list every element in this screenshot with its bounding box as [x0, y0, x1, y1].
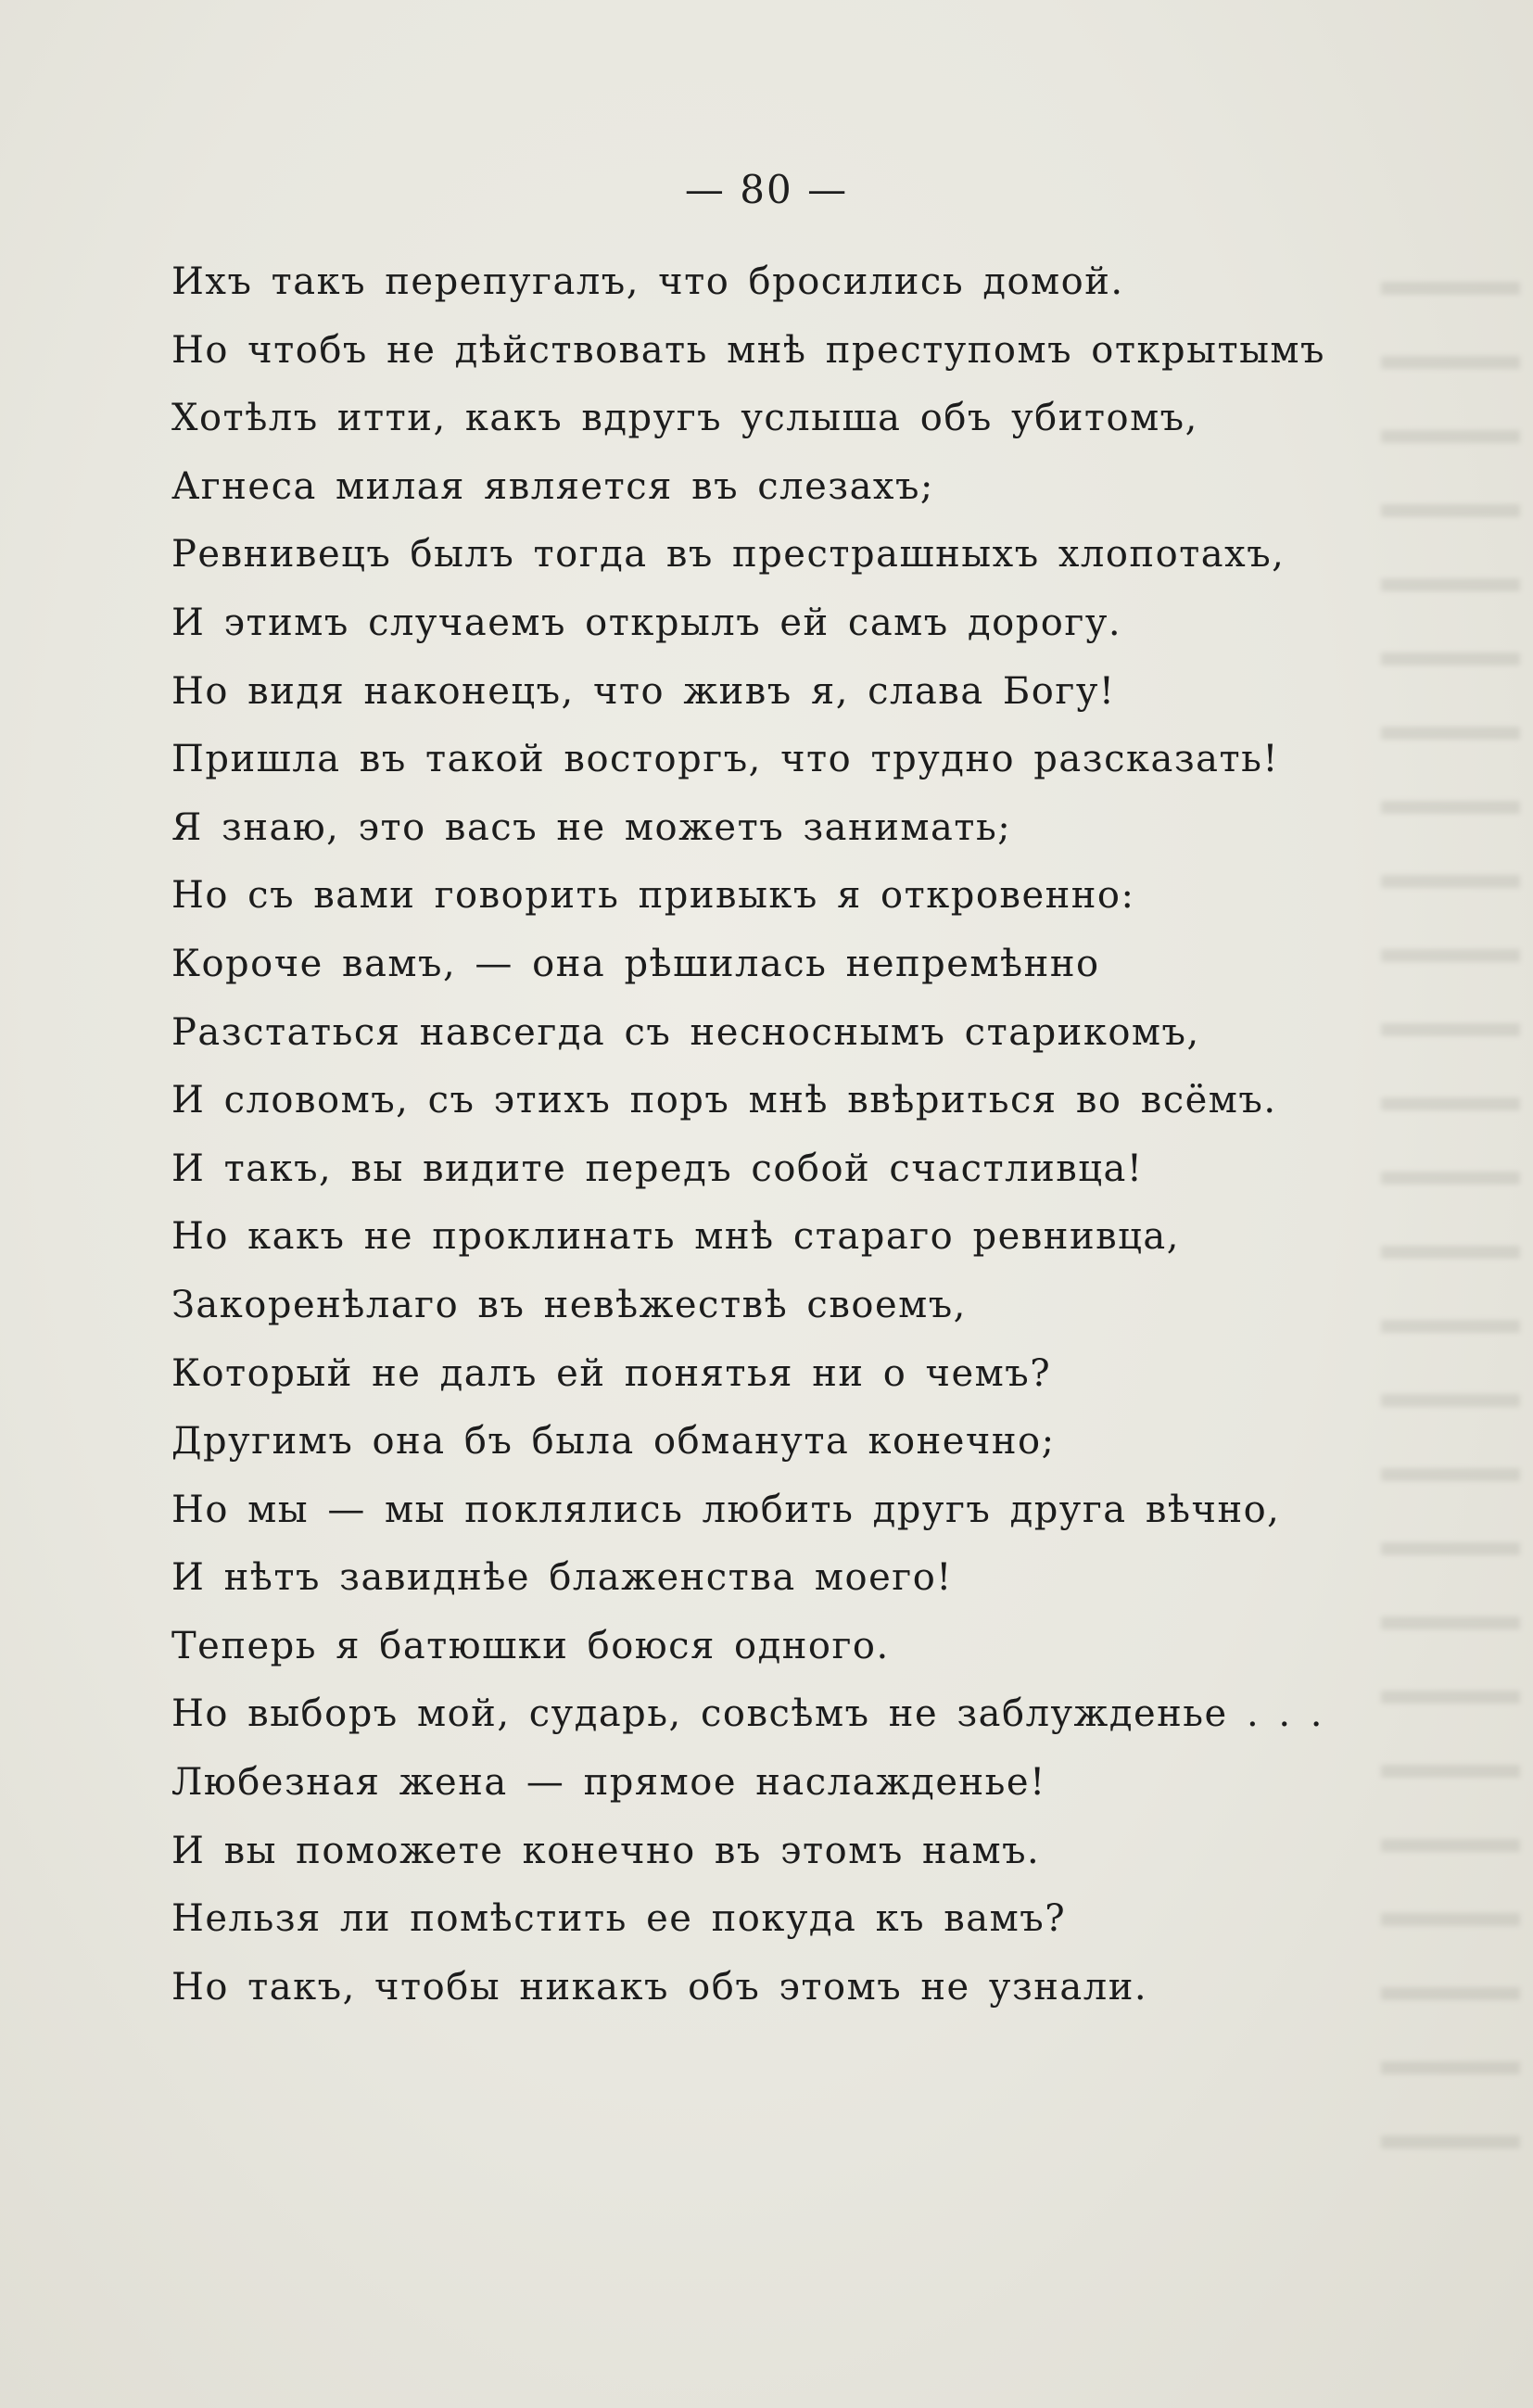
poem-line: Хотѣлъ итти, какъ вдругъ услыша объ убитомъ, — [171, 397, 1198, 440]
poem-line: Ревнивецъ былъ тогда въ престрашныхъ хлопотахъ, — [171, 533, 1286, 577]
poem-line: Который не далъ ей понятья ни о чемъ? — [171, 1351, 1052, 1395]
poem-line: Но съ вами говорить привыкъ я откровенно: — [171, 874, 1135, 918]
poem-line: Но какъ не проклинать мнѣ стараго ревнивца, — [171, 1215, 1180, 1259]
poem-line: И такъ, вы видите передъ собой счастливца! — [171, 1147, 1144, 1190]
poem-line: Теперь я батюшки боюся одного. — [171, 1624, 890, 1667]
poem-line: Агнеса милая является въ слезахъ; — [171, 464, 934, 508]
poem-line: Нельзя ли помѣстить ее покуда къ вамъ? — [171, 1897, 1067, 1941]
poem-line: Но выборъ мой, сударь, совсѣмъ не заблужденье . . . — [171, 1692, 1324, 1736]
poem-line: Закоренѣлаго въ невѣжествѣ своемъ, — [171, 1283, 967, 1326]
page-number: — 80 — — [684, 167, 849, 212]
poem-line: Но чтобъ не дѣйствовать мнѣ преступомъ открытымъ — [171, 328, 1325, 372]
poem-line: Но такъ, чтобы никакъ объ этомъ не узнали. — [171, 1965, 1148, 2009]
show-through-text — [1381, 241, 1520, 2187]
poem-line: И нѣтъ завиднѣе блаженства моего! — [171, 1556, 953, 1600]
poem-line: И этимъ случаемъ открылъ ей самъ дорогу. — [171, 601, 1122, 644]
poem-line: Любезная жена — прямое наслажденье! — [171, 1761, 1046, 1805]
poem-line: И словомъ, съ этихъ поръ мнѣ ввѣриться во всёмъ. — [171, 1079, 1277, 1122]
poem-line: Ихъ такъ перепугалъ, что бросились домой. — [171, 260, 1124, 303]
poem-line: Но мы — мы поклялись любить другъ друга вѣчно, — [171, 1488, 1281, 1531]
poem-line: Разстаться навсегда съ несноснымъ старикомъ, — [171, 1010, 1200, 1054]
poem-line: Другимъ она бъ была обманута конечно; — [171, 1420, 1056, 1464]
poem-text — [171, 248, 1395, 2021]
poem-line: Пришла въ такой восторгъ, что трудно разсказать! — [171, 738, 1279, 781]
poem-line: Я знаю, это васъ не можетъ занимать; — [171, 805, 1012, 849]
poem-line: И вы поможете конечно въ этомъ намъ. — [171, 1829, 1041, 1872]
poem-line: Но видя наконецъ, что живъ я, слава Богу! — [171, 669, 1116, 713]
poem-line: Короче вамъ, — она рѣшилась непремѣнно — [171, 942, 1100, 985]
